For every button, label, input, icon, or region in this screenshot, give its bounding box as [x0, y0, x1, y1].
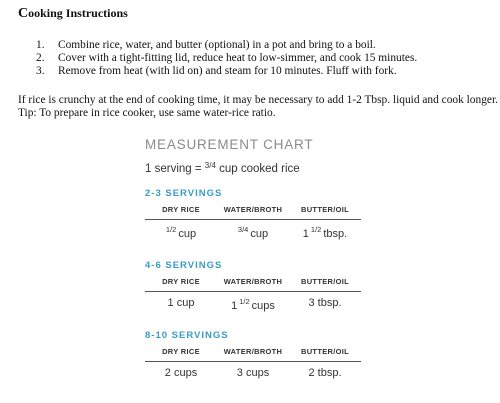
col-dry-rice: DRY RICE	[162, 347, 200, 356]
butter-value	[289, 297, 361, 309]
value-whole: 1	[231, 300, 238, 312]
step-text: Combine rice, water, and butter (optional) in a pot and bring to a boil.	[58, 39, 376, 51]
col-water-broth: WATER/BROTH	[223, 205, 283, 214]
value-unit: tbsp.	[323, 228, 348, 240]
value-fraction: 1/2	[239, 297, 250, 306]
step-text: Remove from heat (with lid on) and steam for 10 minutes. Fluff with fork.	[58, 65, 397, 77]
serving-fraction: 3/4	[204, 161, 216, 170]
divider	[145, 291, 361, 292]
column-headers	[145, 347, 361, 359]
values-row	[145, 297, 361, 315]
section-heading: 8-10 SERVINGS	[145, 330, 229, 341]
divider	[145, 219, 361, 220]
divider	[145, 361, 361, 362]
value-unit: 1 cup	[167, 297, 195, 309]
column-headers	[145, 277, 361, 289]
step-item	[36, 52, 417, 65]
page-title	[18, 6, 128, 22]
col-water-broth: WATER/BROTH	[223, 347, 283, 356]
step-number: 1.	[36, 39, 45, 51]
instruction-steps	[36, 39, 417, 78]
value-fraction: 1/2	[310, 225, 322, 234]
value-unit: 2 cups	[164, 367, 198, 379]
col-dry-rice: DRY RICE	[162, 277, 200, 286]
serving-prefix: 1 serving =	[145, 163, 205, 175]
column-headers	[145, 205, 361, 217]
rice-cooker-tip: Tip: To prepare in rice cooker, use same water-rice ratio.	[18, 107, 276, 119]
step-number: 2.	[36, 52, 45, 64]
value-whole: 1	[302, 228, 309, 240]
section-heading: 4-6 SERVINGS	[145, 260, 223, 271]
dry-rice-value	[145, 225, 217, 240]
step-number: 3.	[36, 65, 45, 77]
water-value	[217, 225, 289, 240]
title-initial: C	[18, 6, 29, 21]
col-butter-oil: BUTTER/OIL	[301, 205, 349, 214]
value-unit: cup	[250, 228, 269, 240]
col-butter-oil: BUTTER/OIL	[301, 347, 349, 356]
chart-title: MEASUREMENT CHART	[145, 137, 314, 152]
water-value	[217, 297, 289, 312]
col-water-broth: WATER/BROTH	[223, 277, 283, 286]
value-unit: 3 cups	[236, 367, 270, 379]
values-row	[145, 225, 361, 243]
values-row	[145, 367, 361, 385]
value-unit: 2 tbsp.	[308, 367, 342, 379]
section-heading: 2-3 SERVINGS	[145, 188, 223, 199]
dry-rice-value	[145, 297, 217, 309]
water-value	[217, 367, 289, 379]
dry-rice-value	[145, 367, 217, 379]
col-butter-oil: BUTTER/OIL	[301, 277, 349, 286]
step-text: Cover with a tight-fitting lid, reduce heat to low-simmer, and cook 15 minutes.	[58, 52, 418, 64]
value-unit: cup	[178, 228, 197, 240]
col-dry-rice: DRY RICE	[162, 205, 200, 214]
value-fraction: 3/4	[237, 225, 249, 234]
crunchy-rice-note: If rice is crunchy at the end of cooking time, it may be necessary to add 1-2 Tbsp. liquid and cook longer.	[18, 94, 498, 106]
step-item	[36, 39, 417, 52]
butter-value	[289, 367, 361, 379]
value-unit: 3 tbsp.	[308, 297, 342, 309]
serving-definition	[145, 161, 300, 175]
serving-suffix: cup cooked rice	[215, 163, 300, 175]
butter-value	[289, 225, 361, 240]
value-fraction: 1/2	[165, 225, 177, 234]
title-rest: ooking Instructions	[28, 6, 128, 20]
step-item	[36, 65, 417, 78]
value-unit: cups	[251, 300, 275, 312]
